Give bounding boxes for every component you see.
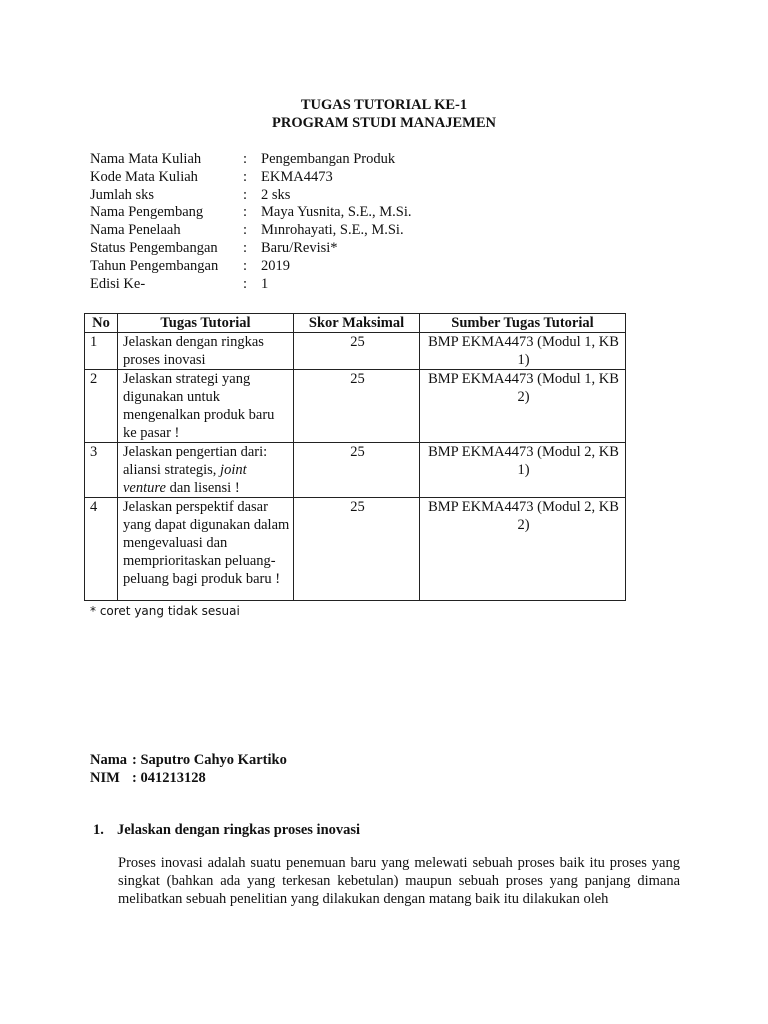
source-cell: BMP EKMA4473 (Modul 1, KB 1) bbox=[420, 333, 626, 370]
info-label: Nama Penelaah bbox=[90, 222, 181, 239]
info-value: Baru/Revisi* bbox=[261, 239, 338, 256]
task-cell bbox=[118, 443, 294, 498]
score-cell: 25 bbox=[294, 498, 420, 601]
answer-paragraph: Proses inovasi adalah suatu penemuan baru yang melewati sebuah proses baik itu proses yang singkat (bahkan ada yang terkesan kebetulan) maupun sebuah proses yang panjang dimana melibatkan sebuah penelitian yang dilakukan dengan matang baik itu dilakukan oleh bbox=[118, 855, 680, 907]
info-colon: : bbox=[243, 222, 248, 239]
document-title: TUGAS TUTORIAL KE-1 bbox=[300, 97, 468, 113]
student-name-row bbox=[90, 751, 287, 769]
info-label: Nama Pengembang bbox=[90, 204, 204, 221]
info-row bbox=[90, 258, 412, 276]
info-value: Pengembangan Produk bbox=[261, 151, 396, 167]
column-header-source: Sumber Tugas Tutorial bbox=[420, 314, 626, 333]
score-cell: 25 bbox=[294, 443, 420, 498]
table-row bbox=[85, 443, 626, 498]
info-label: Edisi Ke- bbox=[90, 275, 146, 292]
table-row bbox=[85, 370, 626, 443]
info-colon: : bbox=[243, 151, 248, 167]
info-value: 2019 bbox=[261, 257, 290, 274]
info-colon: : bbox=[243, 204, 248, 221]
task-cell: Jelaskan dengan ringkas proses inovasi bbox=[118, 333, 294, 370]
row-number: 2 bbox=[85, 370, 118, 443]
question-heading bbox=[93, 822, 360, 839]
column-header-no: No bbox=[85, 314, 118, 333]
info-colon: : bbox=[243, 239, 248, 256]
table-row bbox=[85, 498, 626, 601]
info-colon: : bbox=[243, 257, 248, 274]
row-number: 4 bbox=[85, 498, 118, 601]
info-value: EKMA4473 bbox=[261, 168, 333, 185]
task-table bbox=[84, 313, 626, 601]
info-colon: : bbox=[243, 186, 248, 203]
table-header-row bbox=[85, 314, 626, 333]
student-name-value: : Saputro Cahyo Kartiko bbox=[132, 752, 287, 768]
task-text: Jelaskan pengertian dari: aliansi strategis, bbox=[123, 444, 268, 478]
info-label: Tahun Pengembangan bbox=[90, 257, 219, 274]
column-header-task: Tugas Tutorial bbox=[118, 314, 294, 333]
info-row bbox=[90, 276, 412, 294]
question-text: Jelaskan dengan ringkas proses inovasi bbox=[117, 822, 361, 838]
info-row bbox=[90, 222, 412, 240]
info-label: Jumlah sks bbox=[90, 186, 155, 203]
row-number: 1 bbox=[85, 333, 118, 370]
row-number: 3 bbox=[85, 443, 118, 498]
table-row bbox=[85, 333, 626, 370]
task-text: dan lisensi ! bbox=[165, 480, 240, 496]
task-text-italic: joint venture bbox=[123, 462, 247, 496]
footnote: * coret yang tidak sesuai bbox=[90, 604, 240, 618]
info-value: 2 sks bbox=[261, 186, 291, 203]
student-nim-value: : 041213128 bbox=[132, 770, 206, 786]
source-cell: BMP EKMA4473 (Modul 2, KB 2) bbox=[420, 498, 626, 601]
info-colon: : bbox=[243, 275, 248, 292]
info-value: 1 bbox=[261, 275, 269, 292]
student-nim-label: NIM bbox=[90, 770, 120, 786]
info-label: Status Pengembangan bbox=[90, 239, 218, 256]
info-label: Nama Mata Kuliah bbox=[90, 151, 202, 167]
score-cell: 25 bbox=[294, 333, 420, 370]
score-cell: 25 bbox=[294, 370, 420, 443]
course-info bbox=[90, 151, 412, 293]
question-number: 1. bbox=[93, 822, 104, 838]
info-row bbox=[90, 151, 412, 169]
document-subtitle: PROGRAM STUDI MANAJEMEN bbox=[272, 115, 496, 131]
info-colon: : bbox=[243, 168, 248, 185]
info-value: Mınrohayati, S.E., M.Si. bbox=[261, 222, 404, 239]
info-row bbox=[90, 187, 412, 205]
source-cell: BMP EKMA4473 (Modul 2, KB 1) bbox=[420, 443, 626, 498]
info-row bbox=[90, 169, 412, 187]
info-value: Maya Yusnita, S.E., M.Si. bbox=[261, 204, 412, 221]
info-row bbox=[90, 204, 412, 222]
source-cell: BMP EKMA4473 (Modul 1, KB 2) bbox=[420, 370, 626, 443]
column-header-score: Skor Maksimal bbox=[294, 314, 420, 333]
info-row bbox=[90, 240, 412, 258]
student-info bbox=[90, 751, 287, 787]
task-cell: Jelaskan perspektif dasar yang dapat digunakan dalam mengevaluasi dan memprioritaskan peluang-peluang bagi produk baru ! bbox=[118, 498, 294, 601]
task-cell: Jelaskan strategi yang digunakan untuk mengenalkan produk baru ke pasar ! bbox=[118, 370, 294, 443]
info-label: Kode Mata Kuliah bbox=[90, 168, 198, 185]
student-name-label: Nama bbox=[90, 752, 128, 768]
student-nim-row bbox=[90, 769, 287, 787]
